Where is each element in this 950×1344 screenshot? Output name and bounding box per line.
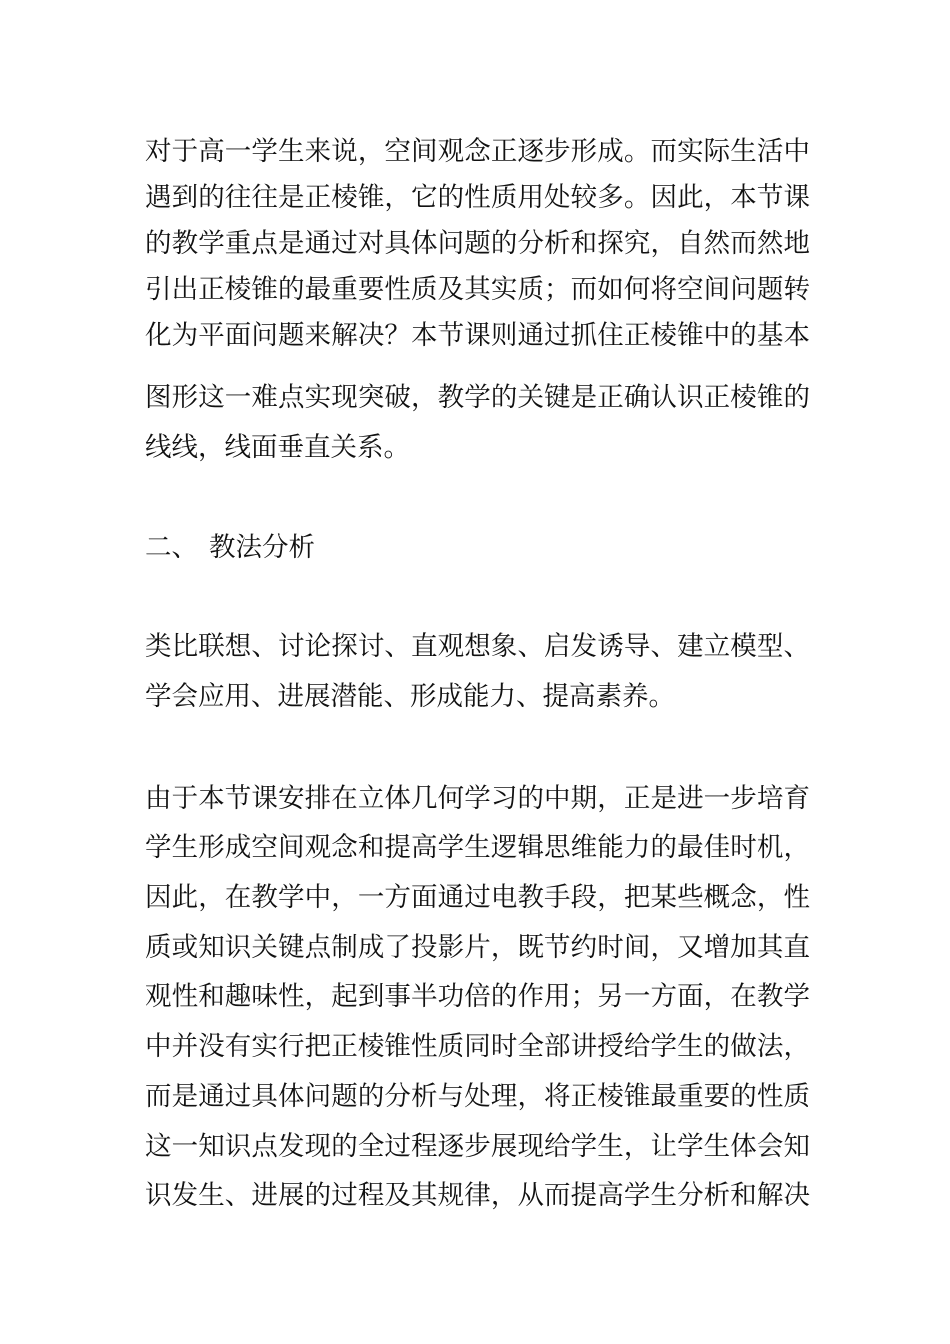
paragraph-line: 学生形成空间观念和提高学生逻辑思维能力的最佳时机， — [145, 832, 810, 863]
paragraph-line: 由于本节课安排在立体几何学习的中期，正是进一步培育 — [145, 783, 810, 814]
paragraph-line: 图形这一难点实现突破，教学的关键是正确认识正棱锥的 — [145, 382, 810, 413]
paragraph-line: 而是通过具体问题的分析与处理，将正棱锥最重要的性质 — [145, 1081, 810, 1112]
paragraph-line: 引出正棱锥的最重要性质及其实质；而如何将空间问题转 — [145, 274, 810, 305]
paragraph-line: 的教学重点是通过对具体问题的分析和探究，自然而然地 — [145, 228, 810, 259]
paragraph-line: 质或知识关键点制成了投影片，既节约时间，又增加其直 — [145, 932, 810, 963]
paragraph-line: 因此，在教学中，一方面通过电教手段，把某些概念，性 — [145, 882, 810, 913]
paragraph-line: 对于高一学生来说，空间观念正逐步形成。而实际生活中 — [145, 136, 810, 167]
paragraph-line: 化为平面问题来解决？本节课则通过抓住正棱锥中的基本 — [145, 320, 810, 351]
paragraph-line: 学会应用、进展潜能、形成能力、提高素养。 — [145, 681, 675, 712]
paragraph-line: 这一知识点发现的全过程逐步展现给学生，让学生体会知 — [145, 1131, 810, 1162]
paragraph-line: 观性和趣味性，起到事半功倍的作用；另一方面，在教学 — [145, 981, 810, 1012]
paragraph-line: 中并没有实行把正棱锥性质同时全部讲授给学生的做法， — [145, 1031, 810, 1062]
section-heading — [145, 528, 810, 568]
paragraph-line: 类比联想、讨论探讨、直观想象、启发诱导、建立模型、 — [145, 631, 810, 662]
paragraph-line: 识发生、进展的过程及其规律，从而提高学生分析和解决 — [145, 1180, 810, 1211]
section-title: 教法分析 — [209, 532, 315, 563]
paragraph-line: 遇到的往往是正棱锥，它的性质用处较多。因此，本节课 — [145, 182, 810, 213]
section-number: 二、 — [145, 532, 198, 563]
paragraph-line: 线线，线面垂直关系。 — [145, 432, 410, 463]
